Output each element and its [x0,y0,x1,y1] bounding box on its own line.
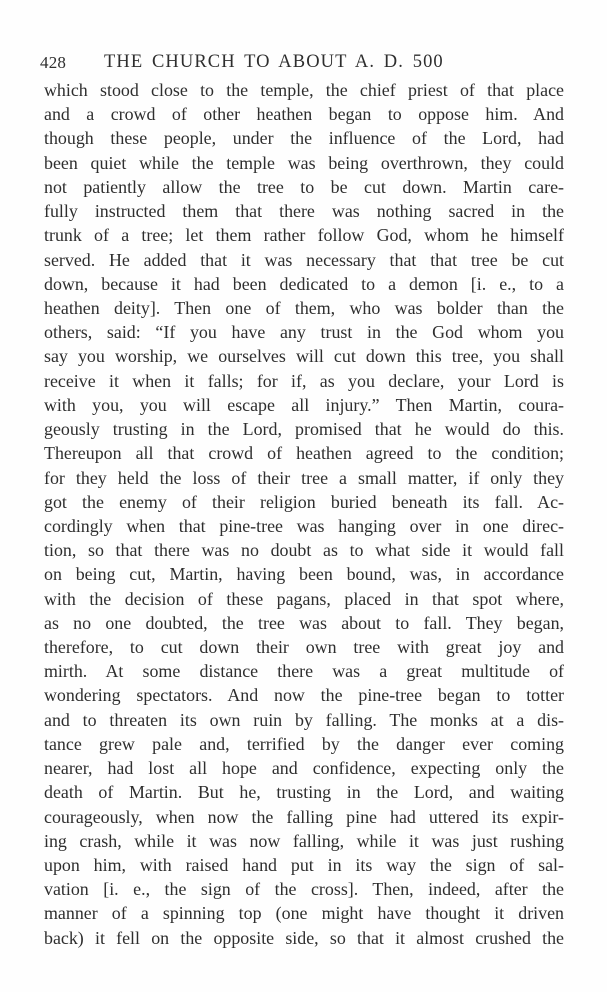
text-line: Thereupon all that crowd of heathen agreed to the condition; [44,443,564,464]
text-line: back) it fell on the opposite side, so that it almost crushed the [44,927,564,948]
text-line: receive it when it falls; for if, as you declare, your Lord is [44,370,564,391]
text-line: trunk of a tree; let them rather follow God, whom he himself [44,225,564,246]
text-line: on being cut, Martin, having been bound, was, in accordance [44,564,564,585]
text-line: as no one doubted, the tree was about to fall. They began, [44,612,564,633]
text-line: courageously, when now the falling pine had uttered its expir- [44,806,564,827]
text-line: vation [i. e., the sign of the cross]. Then, indeed, after the [44,879,564,900]
text-line: which stood close to the temple, the chief priest of that place [44,80,564,100]
text-line: tance grew pale and, terrified by the danger ever coming [44,733,564,754]
text-line: therefore, to cut down their own tree with great joy and [44,637,564,658]
text-line: tion, so that there was no doubt as to what side it would fall [44,540,564,561]
text-line: and a crowd of other heathen began to oppose him. And [44,104,564,125]
text-line: upon him, with raised hand put in its way the sign of sal- [44,855,564,875]
text-line: for they held the loss of their tree a small matter, if only they [44,467,564,488]
text-line: death of Martin. But he, trusting in the Lord, and waiting [44,782,564,803]
text-line: though these people, under the influence of the Lord, had [44,128,564,149]
text-line: got the enemy of their religion buried beneath its fall. Ac- [44,491,564,512]
text-line: not patiently allow the tree to be cut down. Martin care- [44,176,564,197]
text-line: geously trusting in the Lord, promised that he would do this. [44,419,564,440]
text-line: with the decision of these pagans, placed in that spot where, [44,588,564,609]
text-line: heathen deity]. Then one of them, who was bolder than the [44,297,564,318]
text-line: served. He added that it was necessary that that tree be cut [44,249,564,270]
text-line: with you, you will escape all injury.” Then Martin, coura- [44,394,564,415]
text-line: say you worship, we ourselves will cut down this tree, you shall [44,346,564,367]
text-line: wondering spectators. And now the pine-tree began to totter [44,685,564,706]
text-line: mirth. At some distance there was a great multitude of [44,661,564,682]
text-line: fully instructed them that there was nothing sacred in the [44,201,564,222]
body-text [44,78,564,950]
text-line: been quiet while the temple was being overthrown, they could [44,152,564,173]
page-number: 428 [40,53,67,72]
text-line: and to threaten its own ruin by falling. The monks at a dis- [44,709,564,730]
text-line: down, because it had been dedicated to a demon [i. e., to a [44,273,564,294]
text-line: others, said: “If you have any trust in the God whom you [44,322,564,343]
running-head: THE CHURCH TO ABOUT A. D. 500 [104,52,444,72]
text-line: nearer, had lost all hope and confidence, expecting only the [44,758,564,779]
text-line: manner of a spinning top (one might have thought it driven [44,903,564,924]
text-line: ing crash, while it was now falling, while it was just rushing [44,830,564,851]
page-header [40,49,570,75]
text-line: cordingly when that pine-tree was hanging over in one direc- [44,515,564,536]
